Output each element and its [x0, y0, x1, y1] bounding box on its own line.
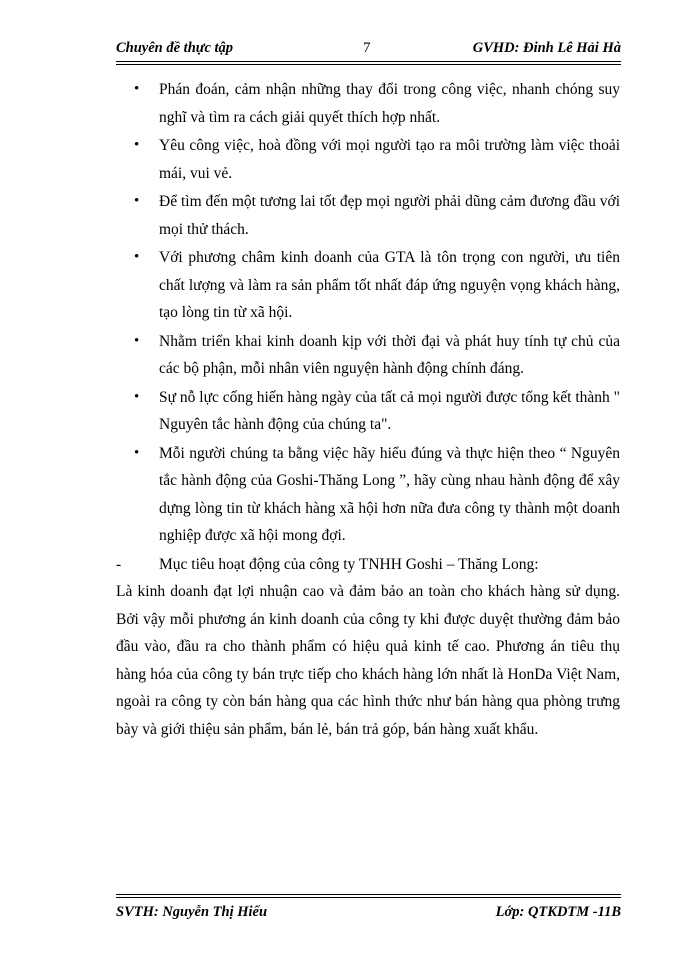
list-item — [116, 244, 620, 327]
list-item — [116, 76, 620, 131]
section-heading-text: Mục tiêu hoạt động của công ty TNHH Goshi – Thăng Long: — [159, 555, 539, 573]
bullet-icon: • — [134, 81, 140, 97]
list-item-text: Nhằm triển khai kinh doanh kịp với thời đại và phát huy tính tự chủ của các bộ phận, mỗi nhân viên nguyện hành động chính đáng. — [159, 332, 620, 377]
bullet-icon: • — [134, 249, 140, 265]
dash-marker: - — [116, 555, 122, 573]
bullet-icon: • — [134, 332, 140, 349]
bullet-list — [116, 76, 620, 550]
page-header — [116, 40, 621, 60]
list-item-text: Với phương châm kinh doanh của GTA là tôn trọng con người, ưu tiên chất lượng và làm ra sản phẩm tốt nhất đáp ứng nguyện vọng khách hàng, tạo lòng tin từ xã hội. — [159, 249, 620, 321]
list-item-text: Phán đoán, cảm nhận những thay đổi trong công việc, nhanh chóng suy nghĩ và tìm ra cách giải quyết thích hợp nhất. — [159, 81, 620, 126]
page-footer — [116, 904, 621, 924]
page-number: 7 — [363, 40, 371, 56]
header-rule — [116, 61, 621, 62]
list-item — [116, 384, 620, 439]
footer-rule — [116, 894, 621, 895]
header-rule-double — [116, 64, 621, 65]
bullet-icon: • — [134, 444, 140, 461]
section-heading — [116, 551, 620, 579]
body-paragraph: Là kinh doanh đạt lợi nhuận cao và đảm bảo an toàn cho khách hàng sử dụng. Bởi vậy mỗi phương án kinh doanh của công ty khi được duyệt thường đảm bảo đầu vào, đầu ra cho thành phẩm có hiệu quả kinh tế cao. Phương án tiêu thụ hàng hóa của công ty bán trực tiếp cho khách hàng lớn nhất là HonDa Việt Nam, ngoài ra công ty còn bán hàng qua các hình thức như bán hàng qua phòng trưng bày và giới thiệu sản phẩm, bán lẻ, bán trả góp, bán hàng xuất khẩu. — [116, 583, 620, 738]
bullet-icon: • — [134, 193, 140, 209]
header-supervisor: GVHD: Đinh Lê Hải Hà — [472, 40, 621, 56]
list-item-text: Sự nỗ lực cống hiến hàng ngày của tất cả mọi người được tổng kết thành " Nguyên tắc hành động của chúng ta". — [159, 388, 620, 433]
list-item — [116, 440, 620, 550]
footer-student: SVTH: Nguyễn Thị Hiếu — [116, 904, 268, 920]
header-title: Chuyên đề thực tập — [116, 40, 234, 56]
list-item-text: Mỗi người chúng ta bằng việc hãy hiểu đúng và thực hiện theo “ Nguyên tắc hành động của Goshi-Thăng Long ”, hãy cùng nhau hành động để xây dựng lòng tin từ khách hàng xã hội hơn nữa đưa công ty thành một doanh nghiệp được xã hội mong đợi. — [159, 444, 620, 544]
list-item — [116, 328, 620, 383]
bullet-icon: • — [134, 388, 140, 405]
list-item — [116, 132, 620, 187]
list-item — [116, 188, 620, 243]
footer-class: Lớp: QTKDTM -11B — [495, 904, 621, 920]
list-item-text: Yêu công việc, hoà đồng với mọi người tạo ra môi trường làm việc thoải mái, vui vẻ. — [159, 137, 620, 182]
page-body — [116, 76, 620, 743]
footer-rule-double — [116, 897, 621, 898]
list-item-text: Để tìm đến một tương lai tốt đẹp mọi người phải dũng cảm đương đầu với mọi thử thách. — [159, 193, 620, 238]
bullet-icon: • — [134, 137, 140, 153]
